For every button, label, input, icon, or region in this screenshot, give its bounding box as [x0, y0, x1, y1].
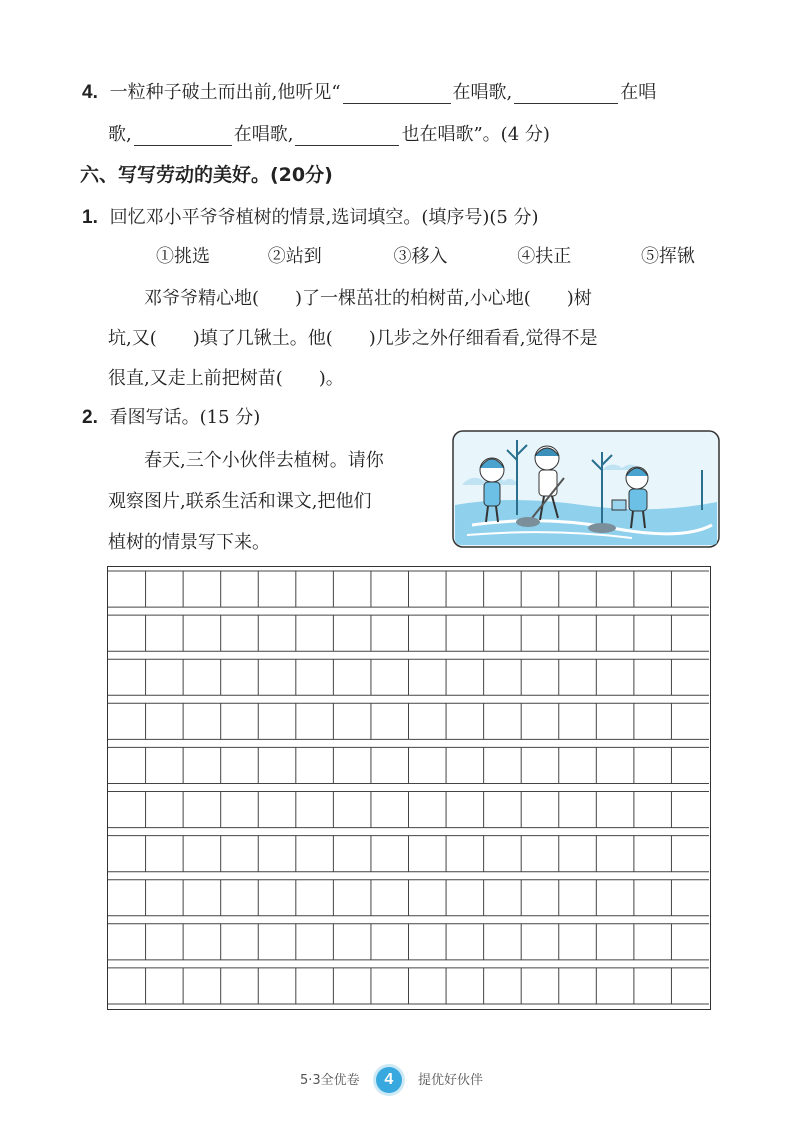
q1-choices: [156, 242, 695, 268]
writing-grid-lines: [108, 567, 709, 1008]
choice-4: ④扶正: [517, 246, 572, 267]
q4-text-d: 歌,: [108, 124, 132, 145]
q1-paragraph-line1: 邓爷爷精心地( )了一棵茁壮的柏树苗,小心地( )树: [144, 288, 592, 309]
choice-2: ②站到: [267, 246, 322, 267]
planting-scene-image: [452, 430, 720, 548]
q1-prompt: 回忆邓小平爷爷植树的情景,选词填空。(填序号)(5 分): [109, 207, 539, 228]
q4-line1: [82, 78, 656, 104]
choice-1: ①挑选: [156, 246, 210, 267]
q4-blank-4[interactable]: [295, 127, 399, 146]
q2-prompt: 看图写话。(15 分): [109, 407, 261, 428]
section-six-title: 六、写写劳动的美好。(20分): [80, 164, 333, 186]
writing-grid[interactable]: [107, 566, 711, 1010]
q4-blank-1[interactable]: [343, 85, 451, 104]
q4-line2: [108, 120, 550, 146]
q1-prompt-line: [82, 203, 539, 229]
q2-number: 2.: [82, 407, 98, 428]
footer-series-label: 5·3全优卷: [300, 1073, 360, 1088]
q4-blank-2[interactable]: [514, 85, 618, 104]
q1-paragraph-line2: 坑,又( )填了几锹土。他( )几步之外仔细看看,觉得不是: [108, 328, 598, 349]
q1-paragraph-line3: 很直,又走上前把树苗( )。: [108, 368, 344, 389]
q4-text-a: 一粒种子破土而出前,他听见“: [109, 82, 341, 103]
q4-number: 4.: [82, 82, 98, 103]
q4-text-b: 在唱歌,: [452, 82, 513, 103]
q1-number: 1.: [82, 207, 98, 228]
q4-text-c: 在唱: [620, 82, 657, 103]
choice-5: ⑤挥锹: [640, 246, 695, 267]
q2-text-line1: 春天,三个小伙伴去植树。请你: [144, 450, 384, 471]
q2-text-line2: 观察图片,联系生活和课文,把他们: [108, 491, 372, 512]
page-number: 4: [376, 1067, 402, 1093]
q2-text-line3: 植树的情景写下来。: [108, 532, 270, 553]
choice-3: ③移入: [393, 246, 448, 267]
q4-blank-3[interactable]: [134, 127, 232, 146]
planting-illustration: [452, 430, 720, 548]
q2-prompt-line: [82, 403, 260, 429]
q4-text-e: 在唱歌,: [233, 124, 294, 145]
footer-slogan: 提优好伙伴: [417, 1073, 483, 1088]
footer: [300, 1067, 520, 1093]
q4-text-f: 也在唱歌”。(4 分): [401, 124, 550, 145]
